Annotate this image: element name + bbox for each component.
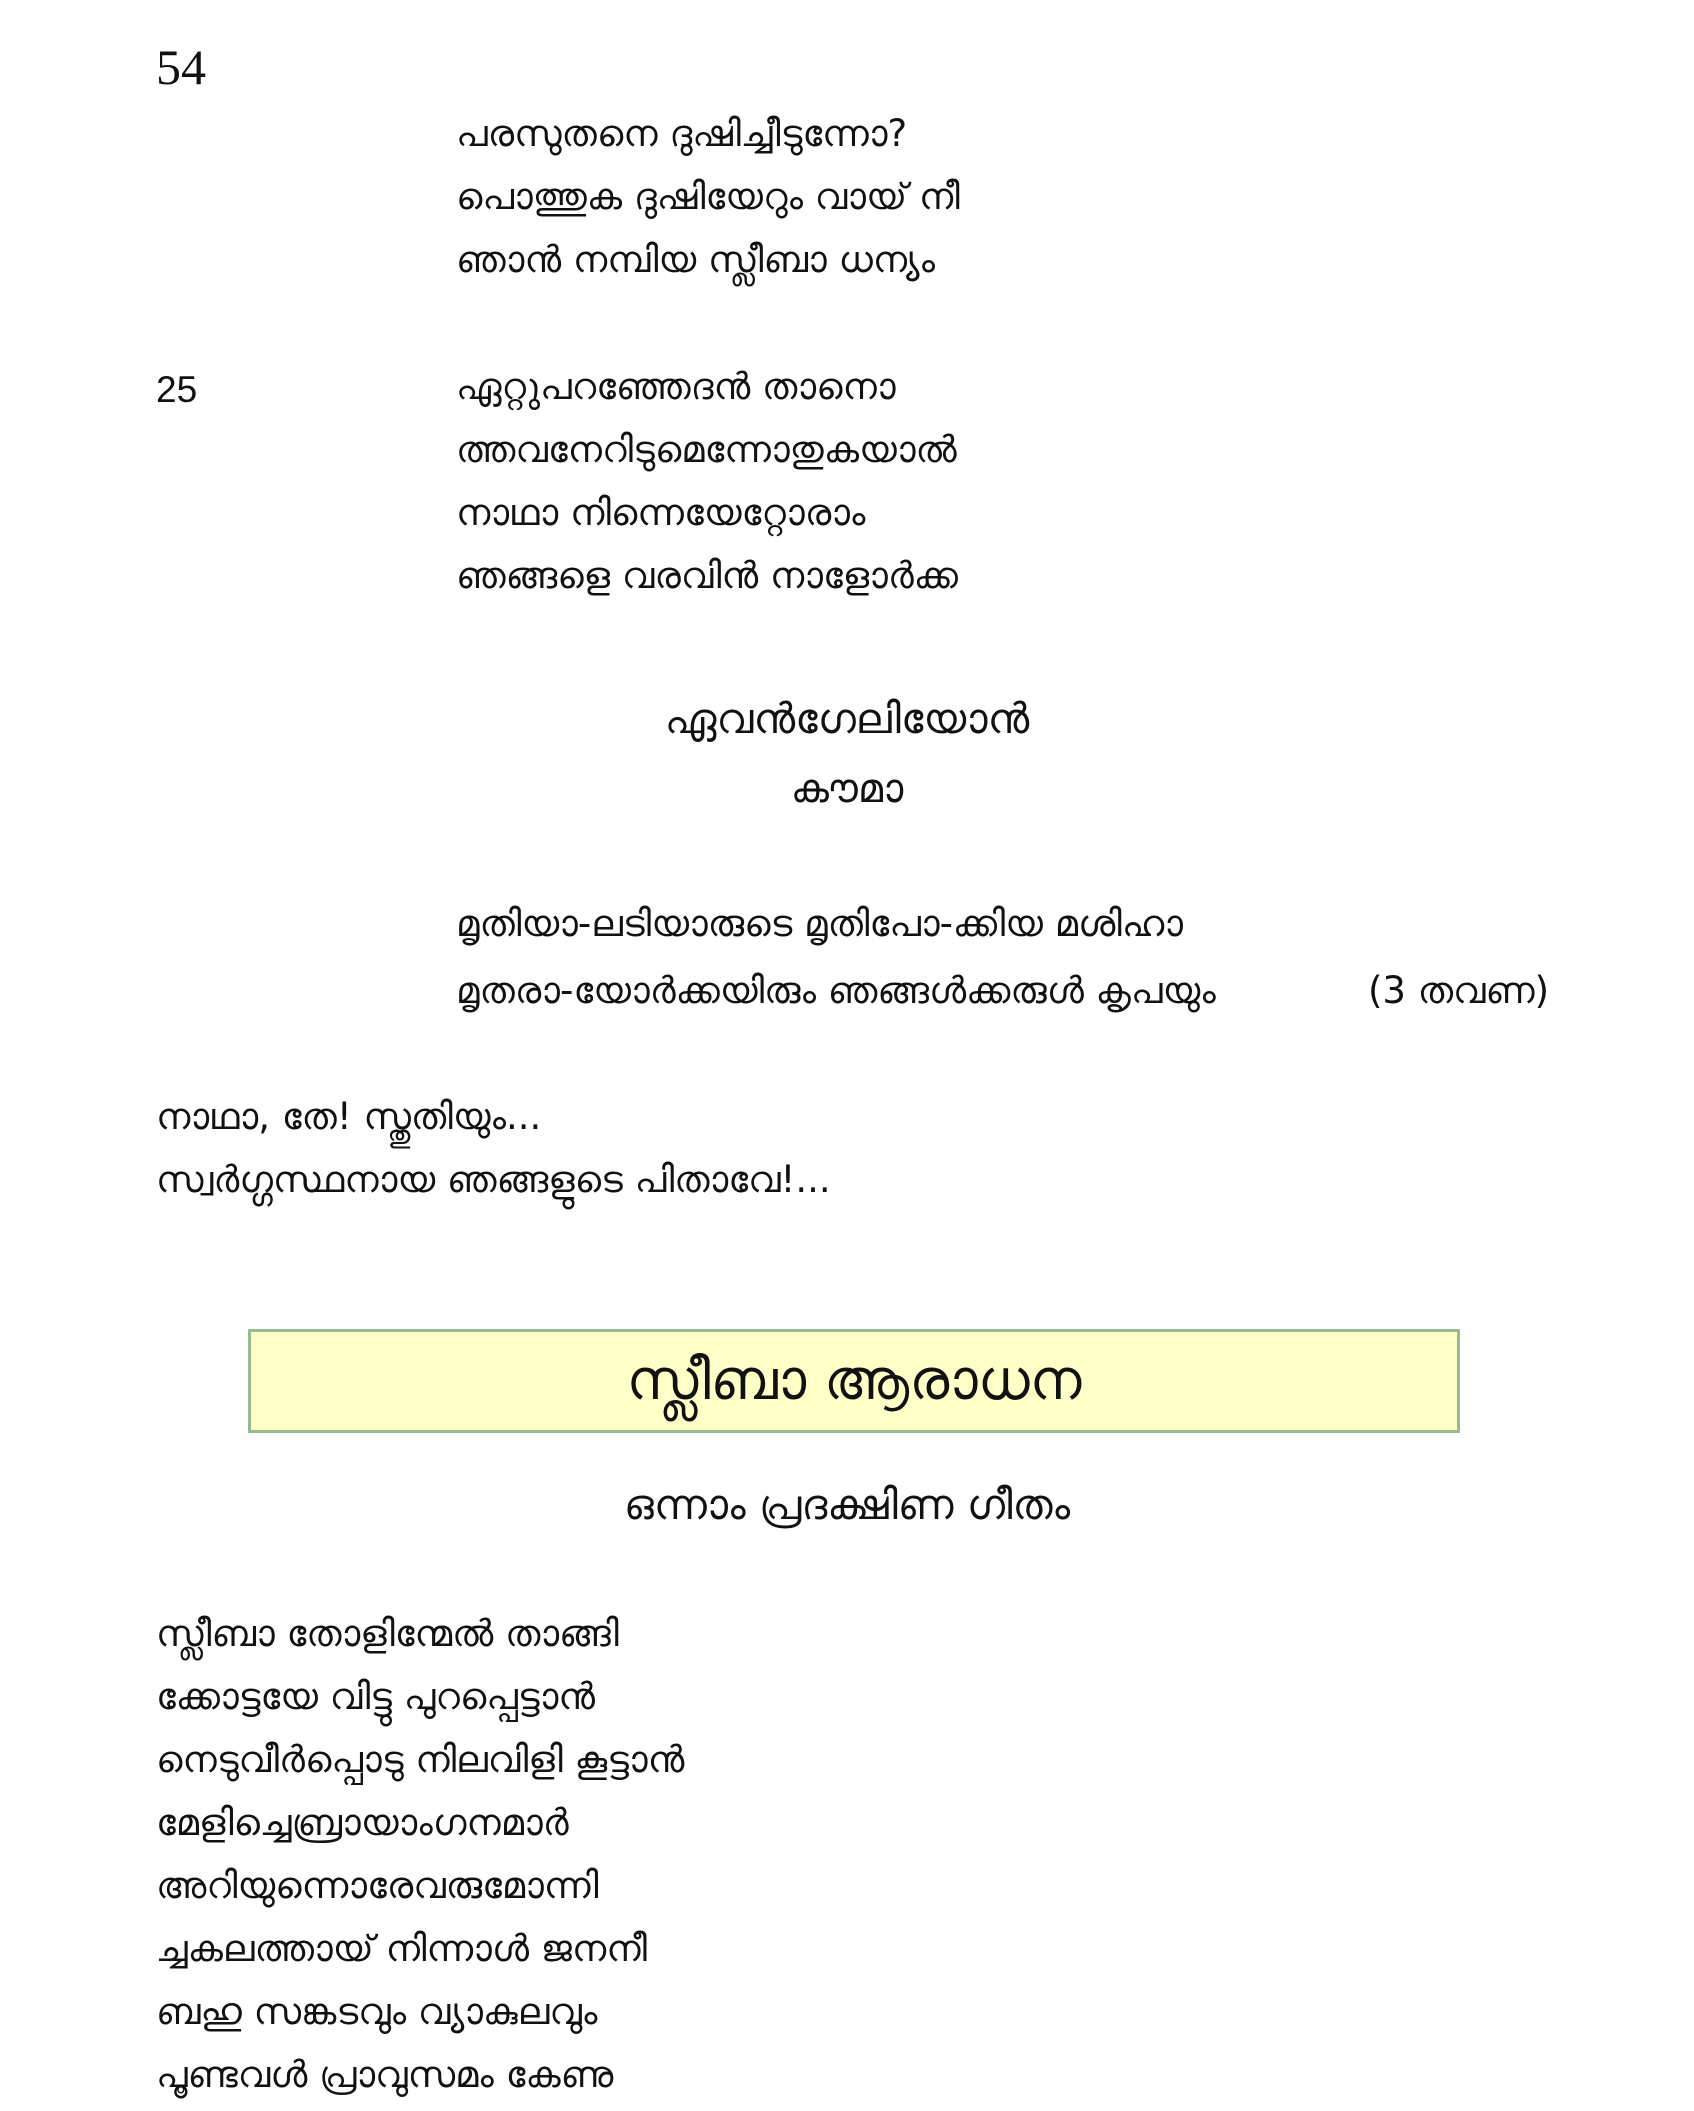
prayer-line-1: നാഥാ, തേ! സ്തുതിയും... [156,1095,542,1138]
stanza-two-line-2: ത്തവനേറിടുമെന്നോതുകയാൽ [456,428,957,471]
hymn-line-7: ബഹു സങ്കടവും വ്യാകുലവും [156,1990,598,2033]
section-title-box [248,1329,1460,1433]
prayer-line-2: സ്വർഗ്ഗസ്ഥനായ ഞങ്ങളുടെ പിതാവേ!... [156,1158,831,1201]
stanza-two-line-3: നാഥാ നിന്നെയേറ്റോരാം [456,491,866,534]
hymn-line-6: ച്ചകലത്തായ് നിന്നാൾ ജനനീ [156,1927,648,1970]
stanza-two-line-4: ഞങ്ങളെ വരവിൻ നാളോർക്ക [456,554,958,597]
hymn-line-3: നെടുവീർപ്പൊടു നിലവിളി കൂട്ടാൻ [156,1738,685,1781]
section-title: സ്ലീബാ ആരാധന [626,1348,1082,1413]
kauma-line-1: മൃതിയാ-ലടിയാരുടെ മൃതിപോ-ക്കിയ മശിഹാ [456,902,1183,945]
stanza-one-line-1: പരസുതനെ ദുഷിച്ചീടുന്നോ? [456,112,908,155]
kauma-line-2: മൃതരാ-യോർക്കയിരും ഞങ്ങൾക്കരുൾ കൃപയും [456,969,1216,1012]
hymn-line-1: സ്ലീബാ തോളിന്മേൽ താങ്ങി [156,1612,619,1655]
verse-number: 25 [156,369,198,410]
kauma-heading: കൗമാ [790,766,904,812]
stanza-one-line-3: ഞാൻ നമ്പിയ സ്ലീബാ ധന്യം [456,238,936,281]
hymn-line-5: അറിയുന്നൊരേവരുമോന്നി [156,1864,599,1907]
stanza-one-line-2: പൊത്തുക ദുഷിയേറും വായ് നീ [456,175,960,218]
gospel-heading: ഏവൻഗേലിയോൻ [664,694,1030,743]
hymn-line-8: പൂണ്ടവൾ പ്രാവുസമം കേണു [156,2053,614,2096]
stanza-two-line-1: ഏറ്റുപറഞ്ഞേദൻ താനൊ [456,365,896,408]
hymn-line-4: മേളിച്ചെബ്രായാംഗനമാർ [156,1801,569,1844]
page-number: 54 [156,39,206,95]
hymn-line-2: ക്കോട്ടയേ വിട്ടു പുറപ്പെട്ടാൻ [156,1675,596,1718]
section-subtitle: ഒന്നാം പ്രദക്ഷിണ ഗീതം [623,1480,1071,1529]
repeat-note: (3 തവണ) [1368,969,1550,1012]
